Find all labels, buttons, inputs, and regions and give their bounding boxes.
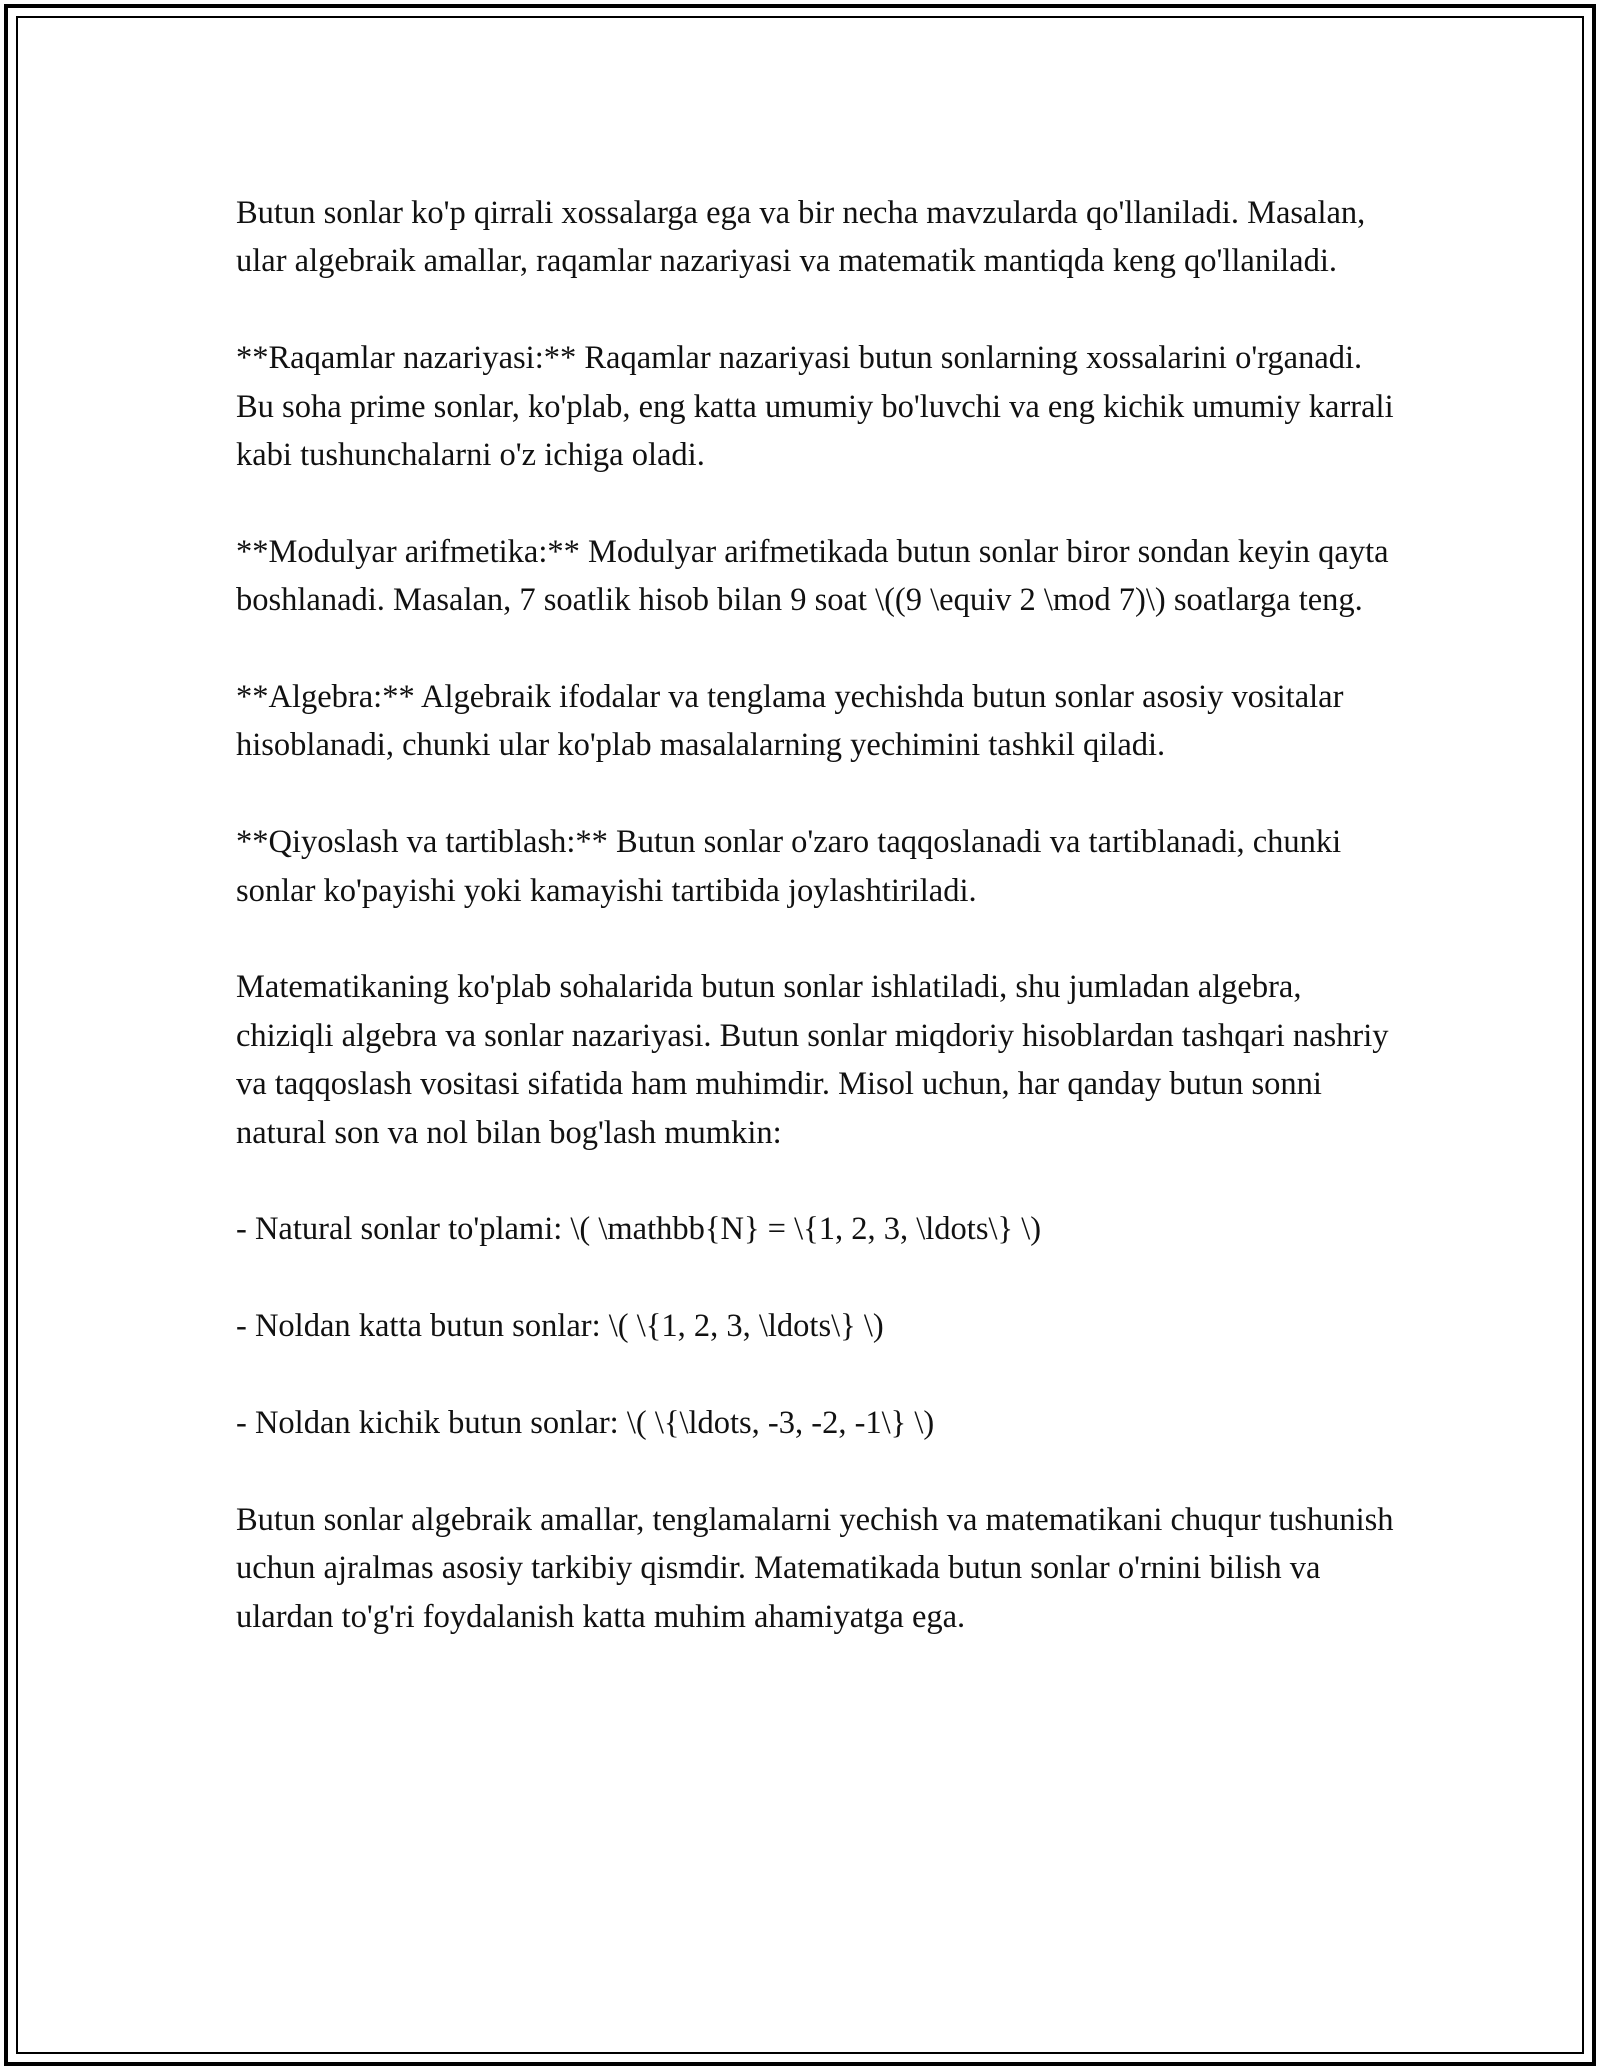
- number-theory-paragraph: **Raqamlar nazariyasi:** Raqamlar nazariyasi butun sonlarning xossalarini o'rganadi. Bu soha prime sonlar, ko'plab, eng katta umumiy bo'luvchi va eng kichik umumiy karrali kabi tushunchalarni o'z ichiga oladi.: [236, 340, 1394, 474]
- document-body: [236, 189, 1396, 1689]
- list-item-positive-integers: - Noldan katta butun sonlar: \( \{1, 2, 3, \ldots\} \): [236, 1308, 884, 1345]
- applications-paragraph: Matematikaning ko'plab sohalarida butun sonlar ishlatiladi, shu jumladan algebra, chiziqli algebra va sonlar nazariyasi. Butun sonlar miqdoriy hisoblardan tashqari nashriy va taqqoslash vositasi sifatida ham muhimdir. Misol uchun, har qanday butun sonni natural son va nol bilan bog'lash mumkin:: [236, 969, 1389, 1151]
- modular-arithmetic-paragraph: **Modulyar arifmetika:** Modulyar arifmetikada butun sonlar biror sondan keyin qayta boshlanadi. Masalan, 7 soatlik hisob bilan 9 soat \((9 \equiv 2 \mod 7)\) soatlarga teng.: [236, 533, 1389, 619]
- conclusion-paragraph: Butun sonlar algebraik amallar, tenglamalarni yechish va matematikani chuqur tushunish uchun ajralmas asosiy tarkibiy qismdir. Matematikada butun sonlar o'rnini bilish va ulardan to'g'ri foydalanish katta muhim ahamiyatga ega.: [236, 1501, 1394, 1635]
- comparison-ordering-paragraph: **Qiyoslash va tartiblash:** Butun sonlar o'zaro taqqoslanadi va tartiblanadi, chunki sonlar ko'payishi yoki kamayishi tartibida joylashtiriladi.: [236, 824, 1342, 909]
- list-item-natural-numbers: - Natural sonlar to'plami: \( \mathbb{N} = \{1, 2, 3, \ldots\} \): [236, 1211, 1042, 1248]
- intro-paragraph: Butun sonlar ko'p qirrali xossalarga ega va bir necha mavzularda qo'llaniladi. Masalan, ular algebraik amallar, raqamlar nazariyasi va matematik mantiqda keng qo'llaniladi.: [236, 195, 1366, 280]
- algebra-paragraph: **Algebra:** Algebraik ifodalar va tenglama yechishda butun sonlar asosiy vositalar hisoblanadi, chunki ular ko'plab masalalarning yechimini tashkil qiladi.: [236, 679, 1344, 764]
- list-item-negative-integers: - Noldan kichik butun sonlar: \( \{\ldots, -3, -2, -1\} \): [236, 1405, 935, 1442]
